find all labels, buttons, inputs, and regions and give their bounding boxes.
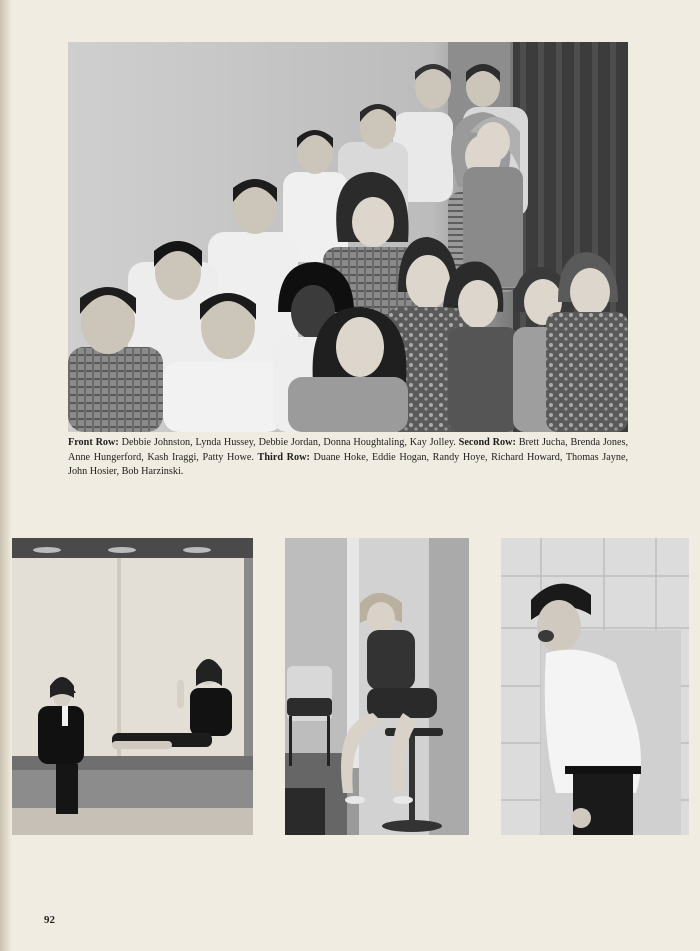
third-row-label: Third Row: (257, 451, 310, 463)
stool-illustration (285, 538, 469, 835)
alcove-bench-photo (12, 538, 253, 835)
laughing-boy-photo (501, 538, 689, 835)
group-photo-illustration (68, 42, 628, 432)
stool-photo (285, 538, 469, 835)
laughing-boy-illustration (501, 538, 689, 835)
group-photo-caption (68, 436, 628, 480)
group-photo (68, 42, 628, 432)
second-row-names: Brett Jucha, Brenda Jones, Anne Hungerford, Kash Iraggi, Patty Howe. (68, 437, 629, 463)
front-row-label: Front Row: (68, 437, 119, 448)
page-binding-edge (0, 0, 12, 951)
third-row-names: Duane Hoke, Eddie Hogan, Randy Hoye, Richard Howard, Thomas Jayne, John Hosier, Bob Harzinski. (68, 451, 629, 477)
front-row-names: Debbie Johnston, Lynda Hussey, Debbie Jordan, Donna Houghtaling, Kay Jolley. (118, 437, 459, 448)
alcove-bench-illustration (12, 538, 253, 835)
page-number: 92 (44, 914, 55, 926)
second-row-label: Second Row: (458, 437, 516, 448)
